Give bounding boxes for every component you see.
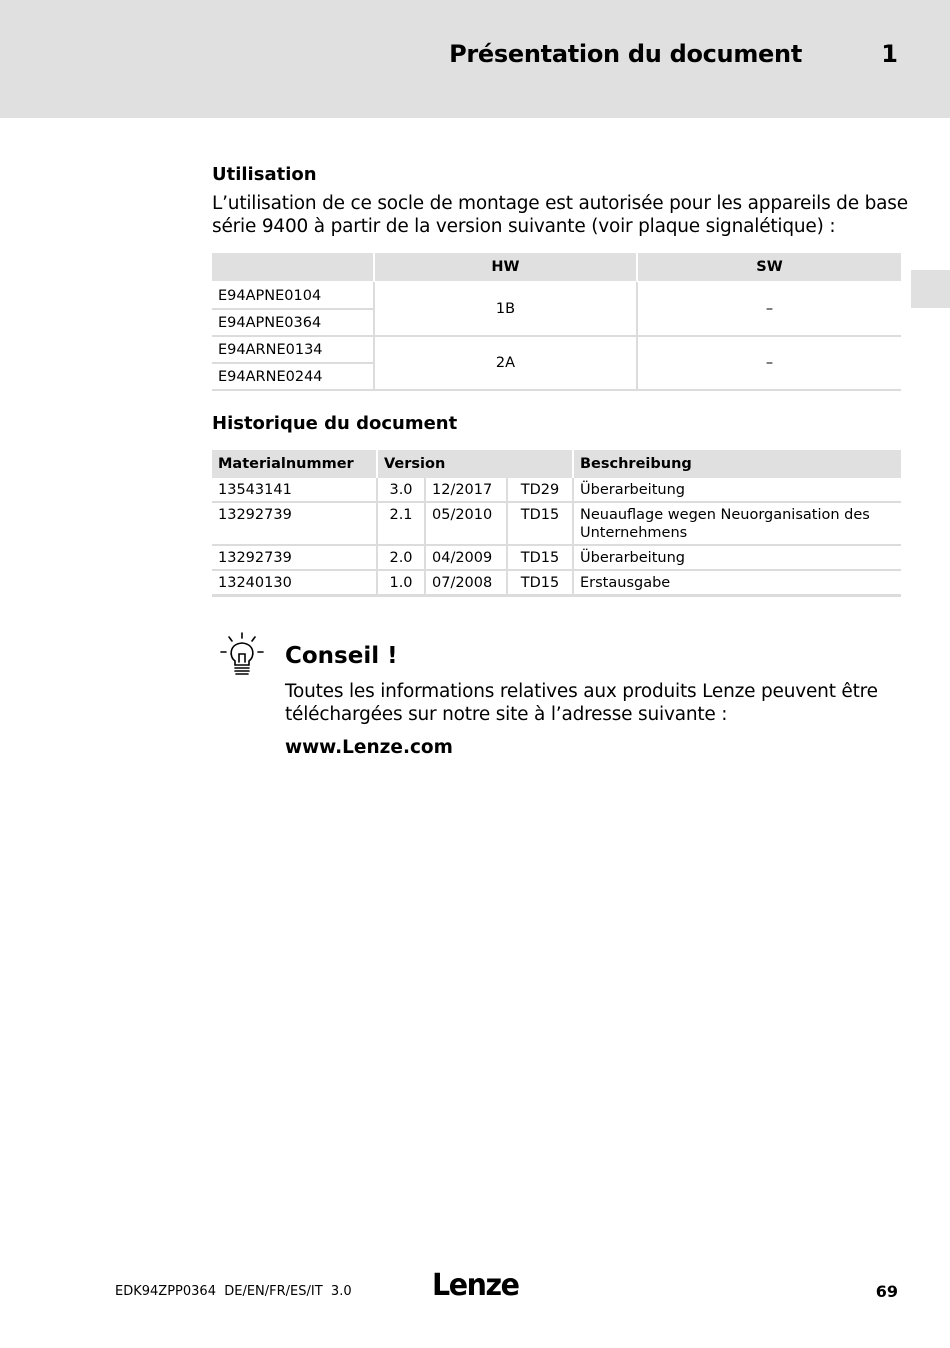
date-cell: 04/2009 (424, 546, 506, 571)
version-cell: 2.1 (376, 503, 424, 546)
part-number-cell: E94APNE0104 (212, 281, 373, 310)
hw-version-cell: 1B (373, 281, 636, 337)
usage-text: L’utilisation de ce socle de montage est autorisée pour les appareils de base série 9400 à partir de la version suivante (voir plaque signalétique) : (212, 193, 908, 237)
compatibility-table (212, 253, 901, 391)
compat-header-blank (212, 253, 373, 281)
chapter-number: 1 (881, 40, 898, 68)
page-number: 69 (875, 1282, 898, 1301)
sw-version-cell: – (636, 281, 901, 337)
history-header-description: Beschreibung (572, 450, 901, 478)
td-cell: TD15 (506, 546, 572, 571)
material-cell: 13543141 (212, 478, 376, 503)
description-cell: Neuauflage wegen Neuorganisation des Unternehmens (572, 503, 901, 546)
page-title: Présentation du document (449, 40, 802, 68)
lenze-logo: Lenze (432, 1268, 519, 1303)
table-row (212, 571, 901, 597)
table-row (212, 478, 901, 503)
version-cell: 1.0 (376, 571, 424, 597)
history-heading: Historique du document (212, 413, 458, 434)
td-cell: TD29 (506, 478, 572, 503)
material-cell: 13292739 (212, 503, 376, 546)
date-cell: 12/2017 (424, 478, 506, 503)
hw-version-cell: 2A (373, 337, 636, 391)
website-link[interactable]: www.Lenze.com (285, 737, 453, 758)
history-header-material: Materialnummer (212, 450, 376, 478)
table-row (212, 546, 901, 571)
material-cell: 13292739 (212, 546, 376, 571)
description-cell: Überarbeitung (572, 478, 901, 503)
date-cell: 05/2010 (424, 503, 506, 546)
td-cell: TD15 (506, 503, 572, 546)
lightbulb-icon (220, 632, 264, 678)
compat-header-hw: HW (373, 253, 636, 281)
document-id: EDK94ZPP0364 DE/EN/FR/ES/IT 3.0 (115, 1284, 352, 1299)
version-cell: 3.0 (376, 478, 424, 503)
history-header-version: Version (376, 450, 572, 478)
table-row (212, 503, 901, 546)
date-cell: 07/2008 (424, 571, 506, 597)
td-cell: TD15 (506, 571, 572, 597)
description-cell: Überarbeitung (572, 546, 901, 571)
part-number-cell: E94ARNE0134 (212, 337, 373, 364)
tip-title: Conseil ! (285, 643, 398, 669)
material-cell: 13240130 (212, 571, 376, 597)
version-cell: 2.0 (376, 546, 424, 571)
tip-text: Toutes les informations relatives aux produits Lenze peuvent être téléchargées sur notre site à l’adresse suivante : (285, 681, 878, 725)
description-cell: Erstausgabe (572, 571, 901, 597)
part-number-cell: E94ARNE0244 (212, 364, 373, 391)
sw-version-cell: – (636, 337, 901, 391)
usage-heading: Utilisation (212, 164, 317, 185)
compat-header-sw: SW (636, 253, 901, 281)
history-table (212, 450, 901, 597)
part-number-cell: E94APNE0364 (212, 310, 373, 337)
chapter-side-tab (911, 270, 950, 308)
